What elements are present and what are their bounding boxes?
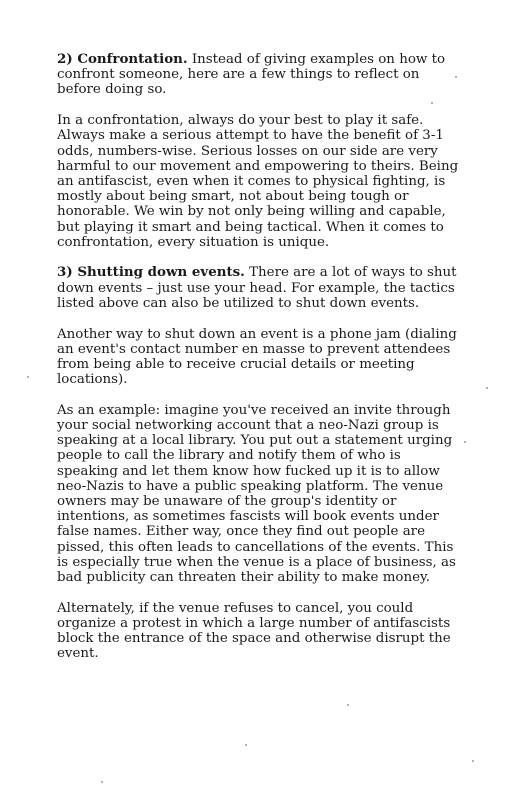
scan-speck (472, 760, 474, 762)
scan-speck (347, 704, 349, 706)
paragraph-text: Another way to shut down an event is a phone jam (dialing an event's contact number en masse to prevent attendees from being able to receive crucial details or meeting locations). (57, 326, 457, 388)
paragraph-text: In a confrontation, always do your best to play it safe. Always make a serious attempt to have the benefit of 3-1 odds, numbers-wise. Serious losses on our side are very harmful to our movement and empowering to theirs. Being an antifascist, even when it comes to physical fighting, is mostly about being smart, not about being tough or honorable. We win by not only being willing and capable, but playing it smart and being tactical. When it comes to confrontation, every situation is unique. (57, 113, 459, 250)
section-heading-confrontation: 2) Confrontation. (57, 51, 188, 67)
paragraph-example (57, 403, 463, 585)
paragraph-text: Alternately, if the venue refuses to cancel, you could organize a protest in which a large number of antifascists block the entrance of the space and otherwise disrupt the event. (57, 600, 451, 662)
paragraph-text: Instead of giving examples on how to confront someone, here are a few things to reflect on before doing so. (57, 52, 446, 98)
document-page (57, 52, 463, 677)
scan-speck (245, 744, 247, 746)
scan-speck (455, 76, 457, 78)
paragraph-confrontation (57, 52, 463, 98)
scan-speck (27, 376, 29, 378)
paragraph-alternately (57, 601, 463, 662)
paragraph-phone-jam (57, 327, 463, 388)
paragraph-text: There are a lot of ways to shut down events – just use your head. For example, the tactics listed above can also be utilized to shut down events. (57, 265, 457, 311)
paragraph-text: As an example: imagine you've received an invite through your social networking account that a neo-Nazi group is speaking at a local library. You put out a statement urging people to call the library and notify them of who is speaking and let them know how fucked up it is to allow neo-Nazis to have a public speaking platform. The venue owners may be unaware of the group's identity or intentions, as sometimes fascists will book events under false names. Either way, once they find out people are pissed, this often leads to cancellations of the events. This is especially true when the venue is a place of business, as bad publicity can threaten their ability to make money. (57, 402, 456, 586)
scan-speck (464, 441, 466, 443)
scan-speck (431, 102, 433, 104)
scan-speck (101, 781, 103, 783)
paragraph-play-it-safe (57, 113, 463, 250)
section-heading-shutting-down-events: 3) Shutting down events. (57, 264, 245, 281)
scan-speck (486, 387, 488, 389)
paragraph-shutting-down-events (57, 265, 463, 311)
